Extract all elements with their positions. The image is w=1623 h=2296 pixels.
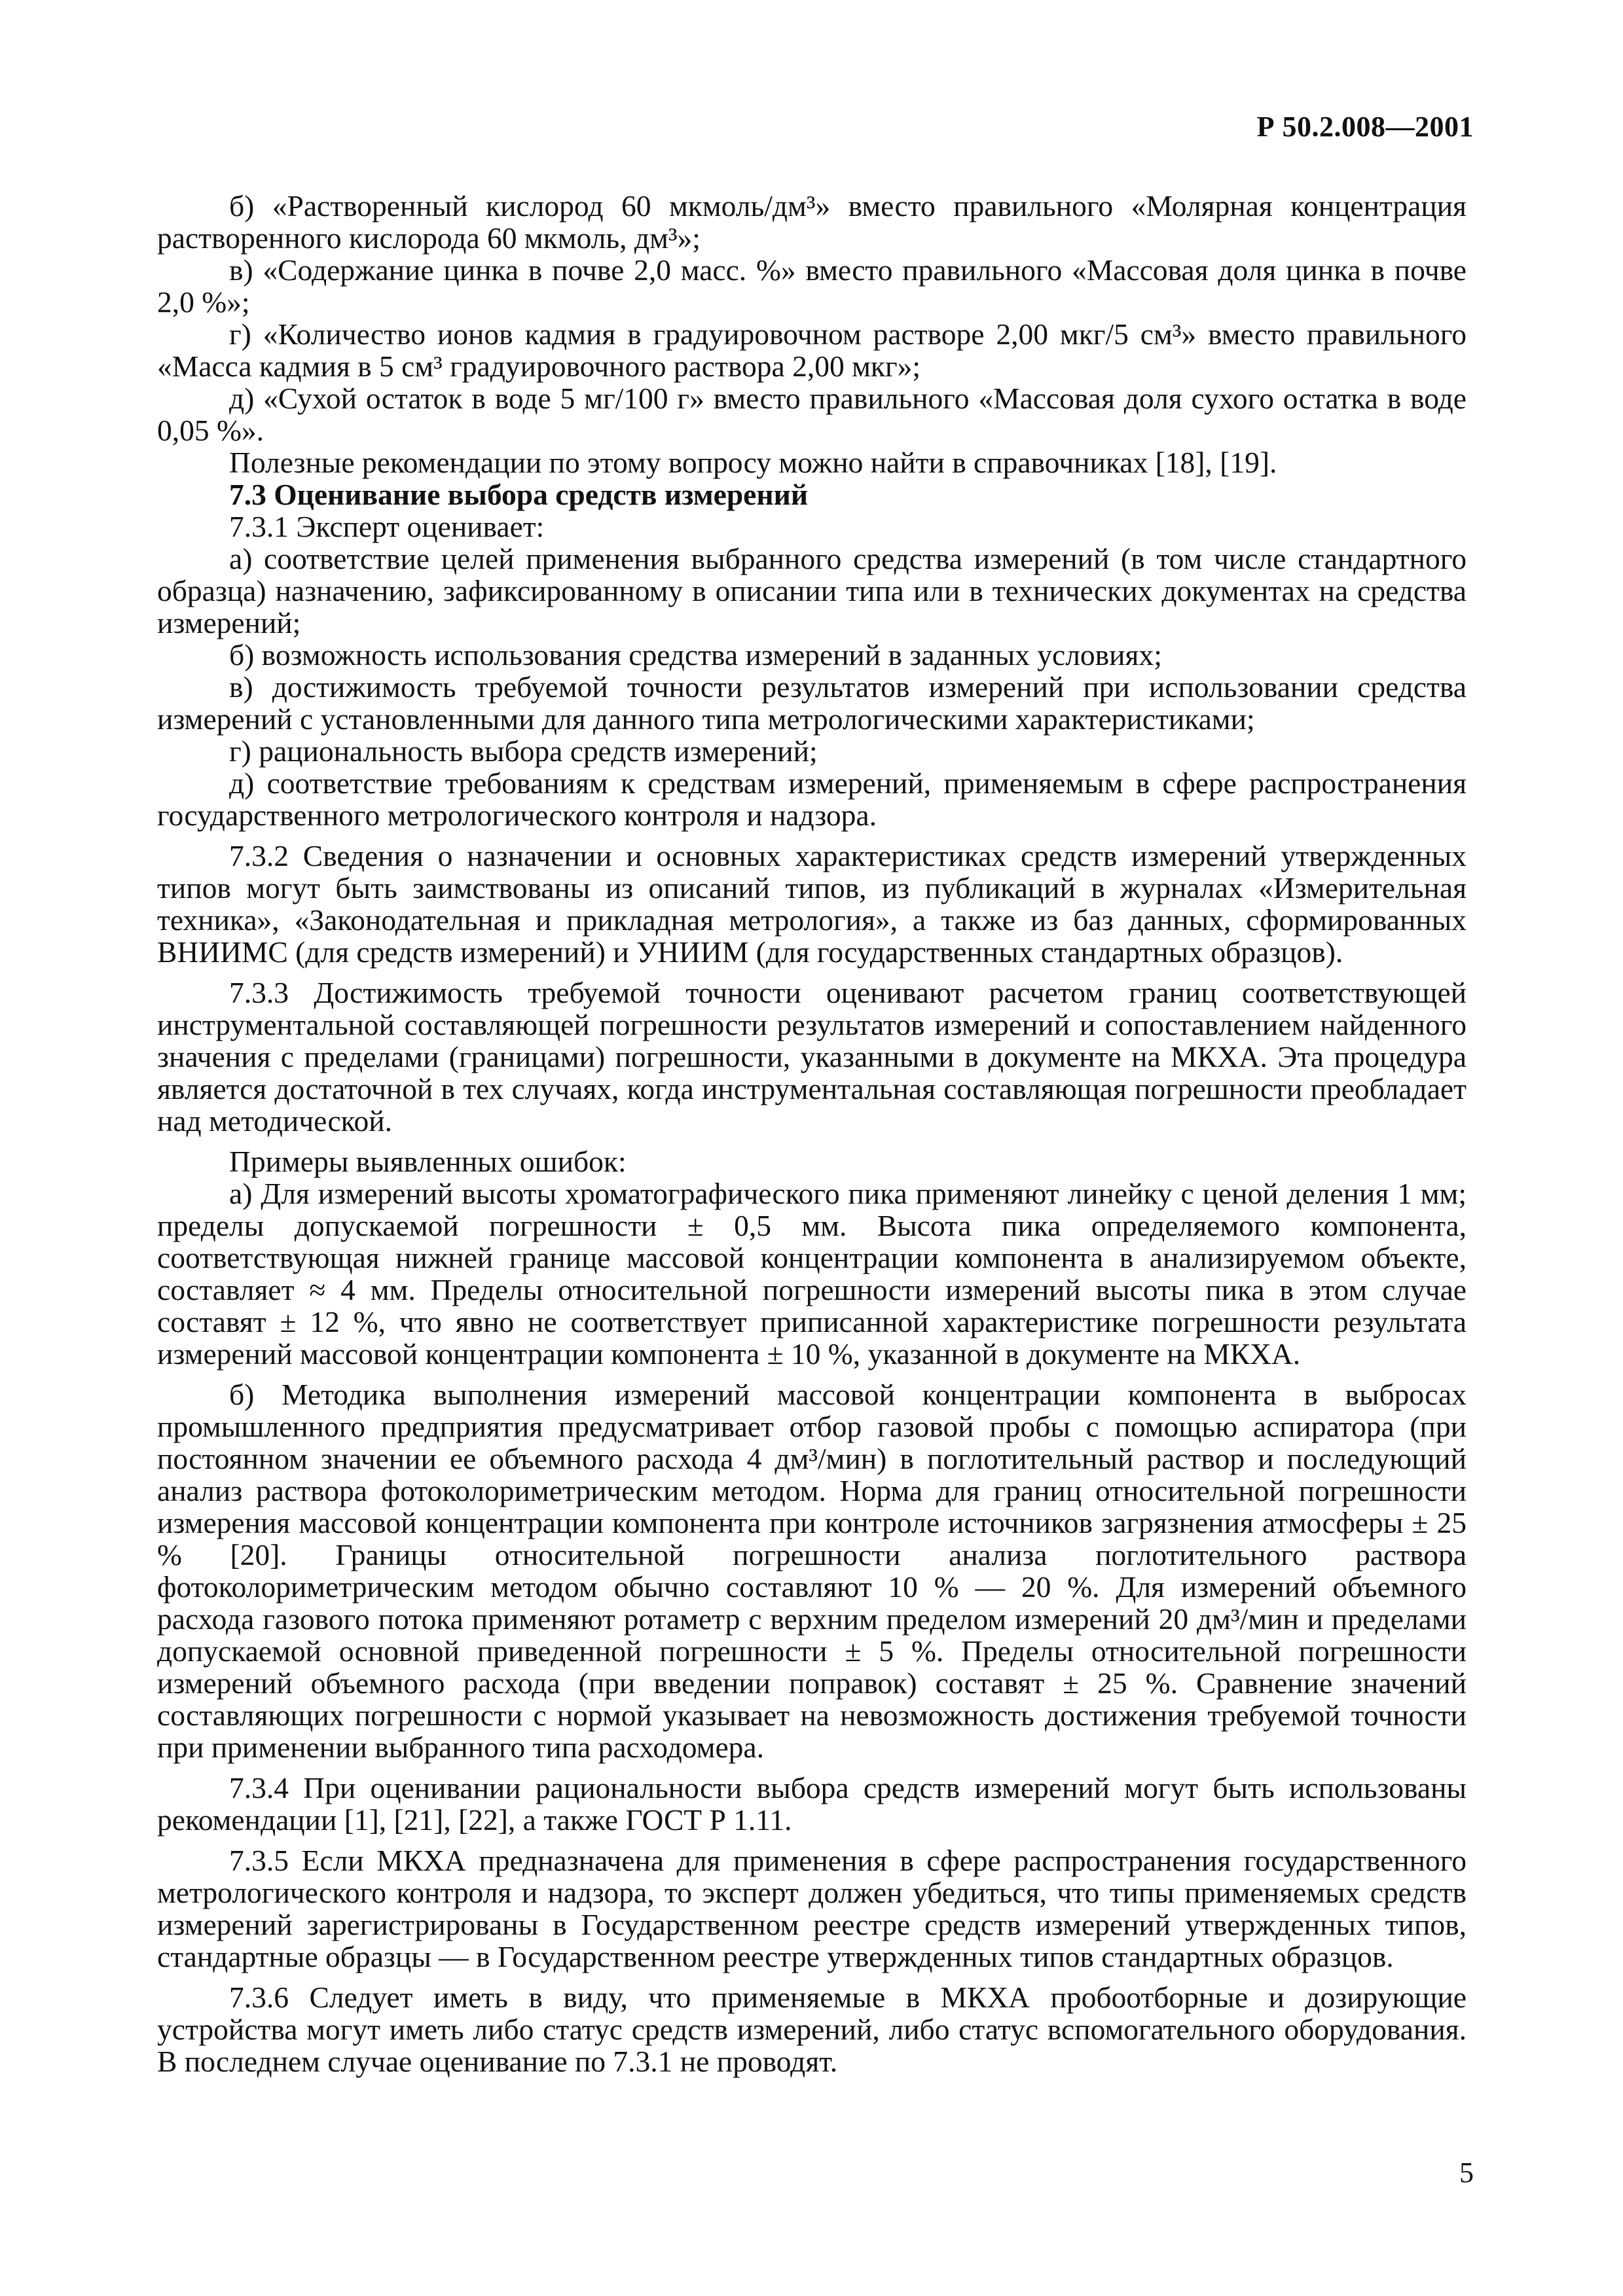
paragraph-7-3-4: 7.3.4 При оценивании рациональности выбора средств измерений могут быть использованы рекомендации [1], [21], [22], а также ГОСТ Р 1.11. <box>157 1771 1467 1837</box>
paragraph-example-b: б) «Растворенный кислород 60 мкмоль/дм³» вместо правильного «Молярная концентрация растворенного кислорода 60 мкмоль, дм³»; <box>157 189 1467 255</box>
section-heading-7-3: 7.3 Оценивание выбора средств измерений <box>229 478 809 511</box>
paragraph-7-3-6: 7.3.6 Следует иметь в виду, что применяемые в МКХА пробоотборные и дозирующие устройства могут иметь либо статус средств измерений, либо статус вспомогательного оборудования. В последнем случае оценивание по 7.3.1 не проводят. <box>157 1981 1467 2078</box>
paragraph-example-g: г) «Количество ионов кадмия в градуировочном растворе 2,00 мкг/5 см³» вместо правильного «Масса кадмия в 5 см³ градуировочного раствора 2,00 мкг»; <box>157 317 1467 383</box>
list-item-d: д) соответствие требованиям к средствам измерений, применяемым в сфере распространения государственного метрологического контроля и надзора. <box>157 766 1467 832</box>
list-item-v: в) достижимость требуемой точности результатов измерений при использовании средства измерений с установленными для данного типа метрологическими характеристиками; <box>157 670 1467 736</box>
document-code: Р 50.2.008—2001 <box>1256 111 1474 143</box>
list-item-g: г) рациональность выбора средств измерений; <box>229 734 818 768</box>
paragraph-examples-heading: Примеры выявленных ошибок: <box>229 1145 627 1178</box>
page-number: 5 <box>1459 2157 1474 2189</box>
list-item-b: б) возможность использования средства измерений в заданных условиях; <box>229 638 1162 672</box>
paragraph-error-example-b: б) Методика выполнения измерений массовой концентрации компонента в выбросах промышленного предприятия предусматривает отбор газовой пробы с помощью аспиратора (при постоянном значении ее объемного расхода 4 дм³/мин) в поглотительный раствор и последующий анализ раствора фотоколориметрическим методом. Норма для границ относительной погрешности измерения массовой концентрации компонента при контроле источников загрязнения атмосферы ± 25 % [20]. Границы относительной погрешности анализа поглотительного раствора фотоколориметрическим методом обычно составляют 10 % — 20 %. Для измерений объемного расхода газового потока применяют ротаметр с верхним пределом измерений 20 дм³/мин и пределами допускаемой основной приведенной погрешности ± 5 %. Пределы относительной погрешности измерений объемного расхода (при введении поправок) составят ± 25 %. Сравнение значений составляющих погрешности с нормой указывает на невозможность достижения требуемой точности при применении выбранного типа расходомера. <box>157 1378 1467 1764</box>
paragraph-7-3-1: 7.3.1 Эксперт оценивает: <box>229 510 545 543</box>
paragraph-error-example-a: а) Для измерений высоты хроматографического пика применяют линейку с ценой деления 1 мм; пределы допускаемой погрешности ± 0,5 мм. Высота пика определяемого компонента, соответствующая нижней границе массовой концентрации компонента в анализируемом объекте, составляет ≈ 4 мм. Пределы относительной погрешности измерений высоты пика в этом случае составят ± 12 %, что явно не соответствует приписанной характеристике погрешности результата измерений массовой концентрации компонента ± 10 %, указанной в документе на МКХА. <box>157 1177 1467 1371</box>
paragraph-7-3-2: 7.3.2 Сведения о назначении и основных характеристиках средств измерений утвержденных типов могут быть заимствованы из описаний типов, из публикаций в журналах «Измерительная техника», «Законодательная и прикладная метрология», а также из баз данных, сформированных ВНИИМС (для средств измерений) и УНИИМ (для государственных стандартных образцов). <box>157 839 1467 969</box>
list-item-a: а) соответствие целей применения выбранного средства измерений (в том числе стандартного образца) назначению, зафиксированному в описании типа или в технических документах на средства измерений; <box>157 542 1467 639</box>
paragraph-recommendations: Полезные рекомендации по этому вопросу можно найти в справочниках [18], [19]. <box>229 446 1277 479</box>
paragraph-7-3-5: 7.3.5 Если МКХА предназначена для применения в сфере распространения государственного метрологического контроля и надзора, то эксперт должен убедиться, что типы применяемых средств измерений зарегистрированы в Государственном реестре средств измерений утвержденных типов, стандартные образцы — в Государственном реестре утвержденных типов стандартных образцов. <box>157 1844 1467 1973</box>
paragraph-example-d: д) «Сухой остаток в воде 5 мг/100 г» вместо правильного «Массовая доля сухого остатка в воде 0,05 %». <box>157 382 1467 447</box>
document-body <box>157 190 1467 2077</box>
paragraph-7-3-3: 7.3.3 Достижимость требуемой точности оценивают расчетом границ соответствующей инструментальной составляющей погрешности результатов измерений и сопоставлением найденного значения с пределами (границами) погрешности, указанными в документе на МКХА. Эта процедура является достаточной в тех случаях, когда инструментальная составляющая погрешности преобладает над методической. <box>157 976 1467 1138</box>
paragraph-example-v: в) «Содержание цинка в почве 2,0 масс. %» вместо правильного «Массовая доля цинка в почве 2,0 %»; <box>157 253 1467 319</box>
